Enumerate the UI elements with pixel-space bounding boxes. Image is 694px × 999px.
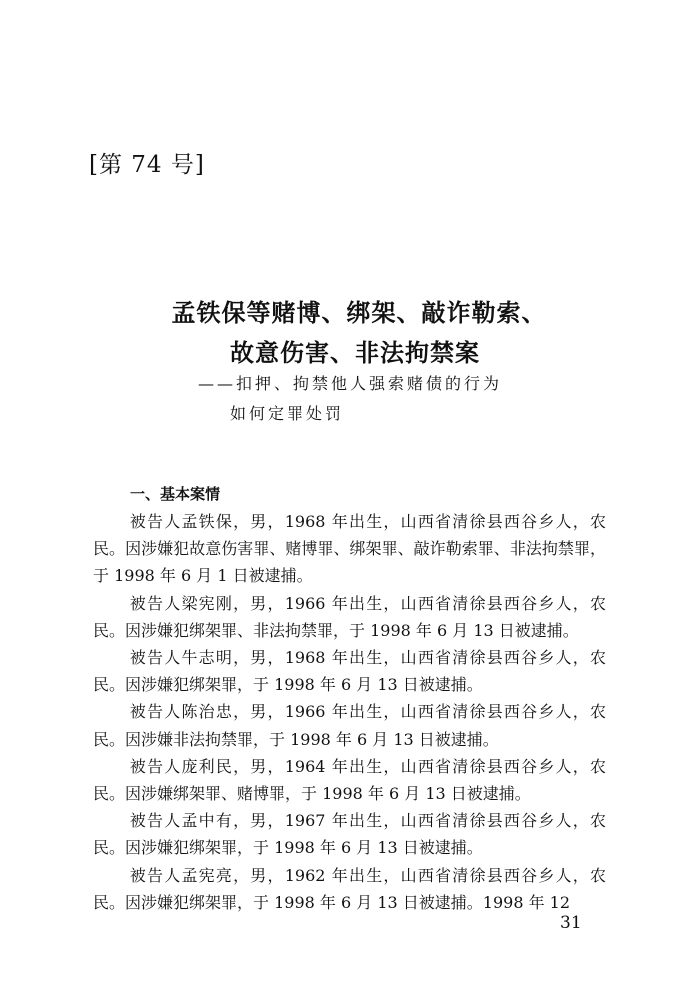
section-heading: 一、基本案情 [130,485,221,503]
paragraph: 被告人牛志明，男，1968 年出生，山西省清徐县西谷乡人，农民。因涉嫌犯绑架罪，于 1998 年 6 月 13 日被逮捕。 [93,648,606,695]
page-number: 31 [560,913,582,933]
title-line-2: 故意伤害、非法拘禁案 [230,339,480,367]
case-number: [第 74 号] [89,152,205,178]
subtitle-line-2: 如何定罪处罚 [230,404,345,423]
paragraph: 被告人庞利民，男，1964 年出生，山西省清徐县西谷乡人，农民。因涉嫌绑架罪、赌博罪，于 1998 年 6 月 13 日被逮捕。 [93,756,606,804]
title-line-1: 孟铁保等赌博、绑架、敲诈勒索、 [171,299,547,327]
body-text [93,508,606,916]
paragraph: 被告人孟宪亮，男，1962 年出生，山西省清徐县西谷乡人，农民。因涉嫌犯绑架罪，于 1998 年 6 月 13 日被逮捕。1998 年 12 [93,865,606,912]
paragraph: 被告人孟铁保，男，1968 年出生，山西省清徐县西谷乡人，农民。因涉嫌犯故意伤害罪、赌博罪、绑架罪、敲诈勒索罪、非法拘禁罪，于 1998 年 6 月 1 日被逮捕。 [93,512,606,586]
paragraph: 被告人梁宪刚，男，1966 年出生，山西省清徐县西谷乡人，农民。因涉嫌犯绑架罪、非法拘禁罪，于 1998 年 6 月 13 日被逮捕。 [93,593,606,640]
paragraph: 被告人孟中有，男，1967 年出生，山西省清徐县西谷乡人，农民。因涉嫌犯绑架罪，于 1998 年 6 月 13 日被逮捕。 [93,811,606,858]
paragraph: 被告人陈治忠，男，1966 年出生，山西省清徐县西谷乡人，农民。因涉嫌非法拘禁罪，于 1998 年 6 月 13 日被逮捕。 [93,702,606,749]
subtitle-line-1: ——扣押、拘禁他人强索赌债的行为 [198,374,503,393]
